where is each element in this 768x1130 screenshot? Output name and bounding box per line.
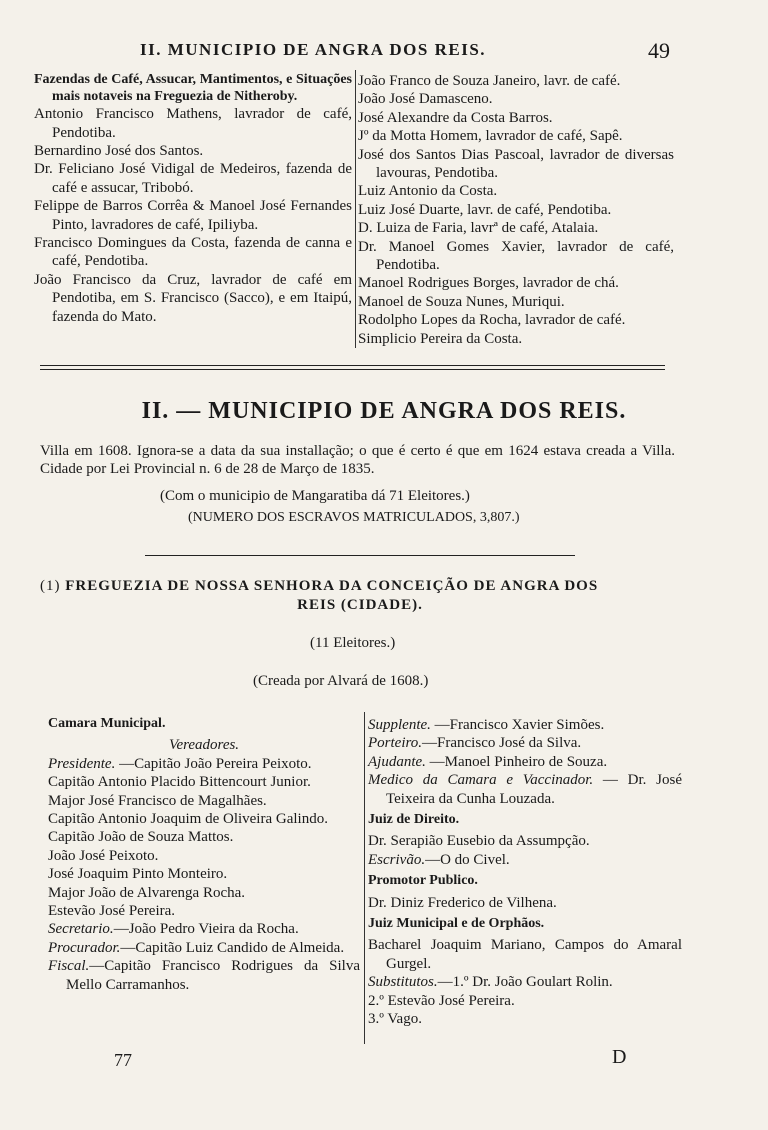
role-entry (368, 753, 682, 771)
freguezia-number: (1) (40, 578, 61, 594)
list-item: João Francisco da Cruz, lavrador de café em Pendotiba, em S. Francisco (Sacco), e em Itaipú, fazenda do Mato. (34, 271, 352, 325)
list-item: Dr. Feliciano José Vidigal de Medeiros, fazenda de café e assucar, Tribobó. (34, 161, 352, 196)
list-item: Simplicio Pereira da Costa. (358, 330, 523, 347)
list-item: Luiz Antonio da Costa. (358, 183, 498, 200)
role-label: Presidente. (48, 755, 116, 772)
list-item: João José Peixoto. (48, 847, 159, 864)
role-holder: —João Pedro Vieira da Rocha. (113, 921, 299, 938)
list-item: Capitão Antonio Joaquim de Oliveira Galindo. (48, 811, 328, 828)
section-heading: Promotor Publico. (368, 873, 478, 889)
role-holder: —Capitão Luiz Candido de Almeida. (120, 939, 345, 956)
role-holder: —1.º Dr. João Goulart Rolin. (437, 974, 613, 991)
subsection-heading: Vereadores. (168, 737, 240, 754)
role-entry (368, 851, 682, 869)
role-entry (368, 973, 682, 991)
freguezia-created: (Creada por Alvará de 1608.) (253, 673, 429, 689)
list-item: Antonio Francisco Mathens, lavrador de café, Pendotiba. (34, 106, 352, 141)
intro-block (40, 442, 675, 478)
electors-note: (Com o municipio de Mangaratiba dá 71 Eleitores.) (160, 488, 470, 504)
section-heading: Juiz Municipal e de Orphãos. (368, 916, 545, 932)
slaves-note: (NUMERO DOS ESCRAVOS MATRICULADOS, 3,807.) (188, 510, 520, 525)
list-item: João Franco de Souza Janeiro, lavr. de café. (358, 73, 621, 89)
role-label: Substitutos. (368, 974, 438, 991)
list-item: Francisco Domingues da Costa, fazenda de canna e café, Pendotiba. (34, 235, 352, 270)
role-entry (368, 771, 682, 808)
list-item: Dr. Diniz Frederico de Vilhena. (368, 894, 557, 911)
list-item: Dr. Manoel Gomes Xavier, lavrador de café, Pendotiba. (358, 238, 674, 274)
role-label: Secretario. (48, 921, 114, 938)
list-item: João José Damasceno. (358, 91, 493, 108)
role-label: Medico da Camara e Vaccinador. (368, 772, 594, 789)
role-entry (48, 957, 360, 994)
role-holder: —Francisco José da Silva. (422, 735, 582, 752)
list-item: José dos Santos Dias Pascoal, lavrador de diversas lavouras, Pendotiba. (358, 146, 674, 182)
role-holder: —Capitão Francisco Rodrigues da Silva Mello Carramanhos. (66, 958, 360, 993)
list-item: Jº da Motta Homem, lavrador de café, Sapê. (358, 128, 623, 145)
list-item: Bernardino José dos Santos. (34, 143, 204, 159)
list-item: Dr. Serapião Eusebio da Assumpção. (368, 833, 590, 850)
intro-paragraph: Villa em 1608. Ignora-se a data da sua installação; o que é certo é que em 1624 estava creada a Villa. Cidade por Lei Provincial n. 6 de 28 de Março de 1835. (40, 443, 675, 477)
freguezia-electors: (11 Eleitores.) (310, 635, 396, 651)
role-holder: —Manoel Pinheiro de Souza. (425, 753, 608, 770)
top-left-column (34, 72, 352, 326)
section-rule-bottom (40, 369, 665, 370)
role-label: Fiscal. (48, 958, 90, 975)
role-entry (48, 939, 360, 957)
freguezia-title-line2: REIS (CIDADE). (297, 597, 423, 613)
signature-mark: D (612, 1046, 627, 1068)
section-heading: Juiz de Direito. (368, 812, 460, 828)
list-heading: Fazendas de Café, Assucar, Mantimentos, e Situações mais notaveis na Freguezia de Nitheroby. (34, 72, 352, 104)
list-item: José Alexandre da Costa Barros. (358, 109, 553, 126)
running-title: II. MUNICIPIO DE ANGRA DOS REIS. (140, 40, 487, 59)
list-item: Manoel de Souza Nunes, Muriqui. (358, 293, 565, 310)
freguezia-heading (40, 577, 680, 615)
role-entry (368, 716, 682, 734)
role-holder: —Capitão João Pereira Peixoto. (115, 755, 312, 772)
role-label: Supplente. (368, 717, 431, 733)
section-title: II. — MUNICIPIO DE ANGRA DOS REIS. (141, 398, 627, 424)
freguezia-title-line1: FREGUEZIA DE NOSSA SENHORA DA CONCEIÇÃO DE ANGRA DOS (65, 578, 599, 594)
bottom-right-column (368, 716, 682, 1029)
column-divider-top (355, 70, 356, 348)
page-number: 49 (648, 38, 670, 63)
role-entry (368, 734, 682, 752)
role-label: Ajudante. (368, 753, 426, 770)
role-holder: —Francisco Xavier Simões. (430, 717, 605, 733)
section-heading: Camara Municipal. (48, 716, 166, 731)
thin-rule (145, 555, 575, 556)
role-label: Porteiro. (368, 735, 423, 752)
list-item: Major João de Alvarenga Rocha. (48, 884, 246, 901)
list-item: Felippe de Barros Corrêa & Manoel José Fernandes Pinto, lavradores de café, Ipiliyba. (34, 198, 352, 233)
section-rule-top (40, 365, 665, 366)
list-item: Capitão Antonio Placido Bittencourt Junior. (48, 774, 311, 791)
list-item: 3.º Vago. (368, 1011, 422, 1028)
top-right-column (358, 72, 674, 348)
bottom-left-column (48, 712, 360, 994)
role-entry (48, 920, 360, 938)
list-item: Rodolpho Lopes da Rocha, lavrador de café. (358, 312, 626, 329)
list-item: Major José Francisco de Magalhães. (48, 792, 267, 809)
sheet-number: 77 (114, 1050, 132, 1070)
role-entry (48, 755, 360, 773)
role-label: Escrivão. (368, 851, 426, 868)
list-item: D. Luiza de Faria, lavrª de café, Atalaia. (358, 220, 599, 237)
list-item: Capitão João de Souza Mattos. (48, 829, 234, 846)
list-item: 2.º Estevão José Pereira. (368, 992, 515, 1009)
list-item: Bacharel Joaquim Mariano, Campos do Amaral Gurgel. (368, 937, 682, 972)
role-holder: — Dr. José Teixeira da Cunha Louzada. (386, 772, 682, 807)
role-holder: —O do Civel. (425, 851, 510, 868)
column-divider-bottom (364, 712, 365, 1044)
role-label: Procurador. (48, 939, 121, 956)
list-item: Luiz José Duarte, lavr. de café, Pendotiba. (358, 201, 612, 218)
list-item: Manoel Rodrigues Borges, lavrador de chá. (358, 275, 619, 292)
list-item: José Joaquim Pinto Monteiro. (48, 866, 228, 883)
list-item: Estevão José Pereira. (48, 903, 176, 920)
